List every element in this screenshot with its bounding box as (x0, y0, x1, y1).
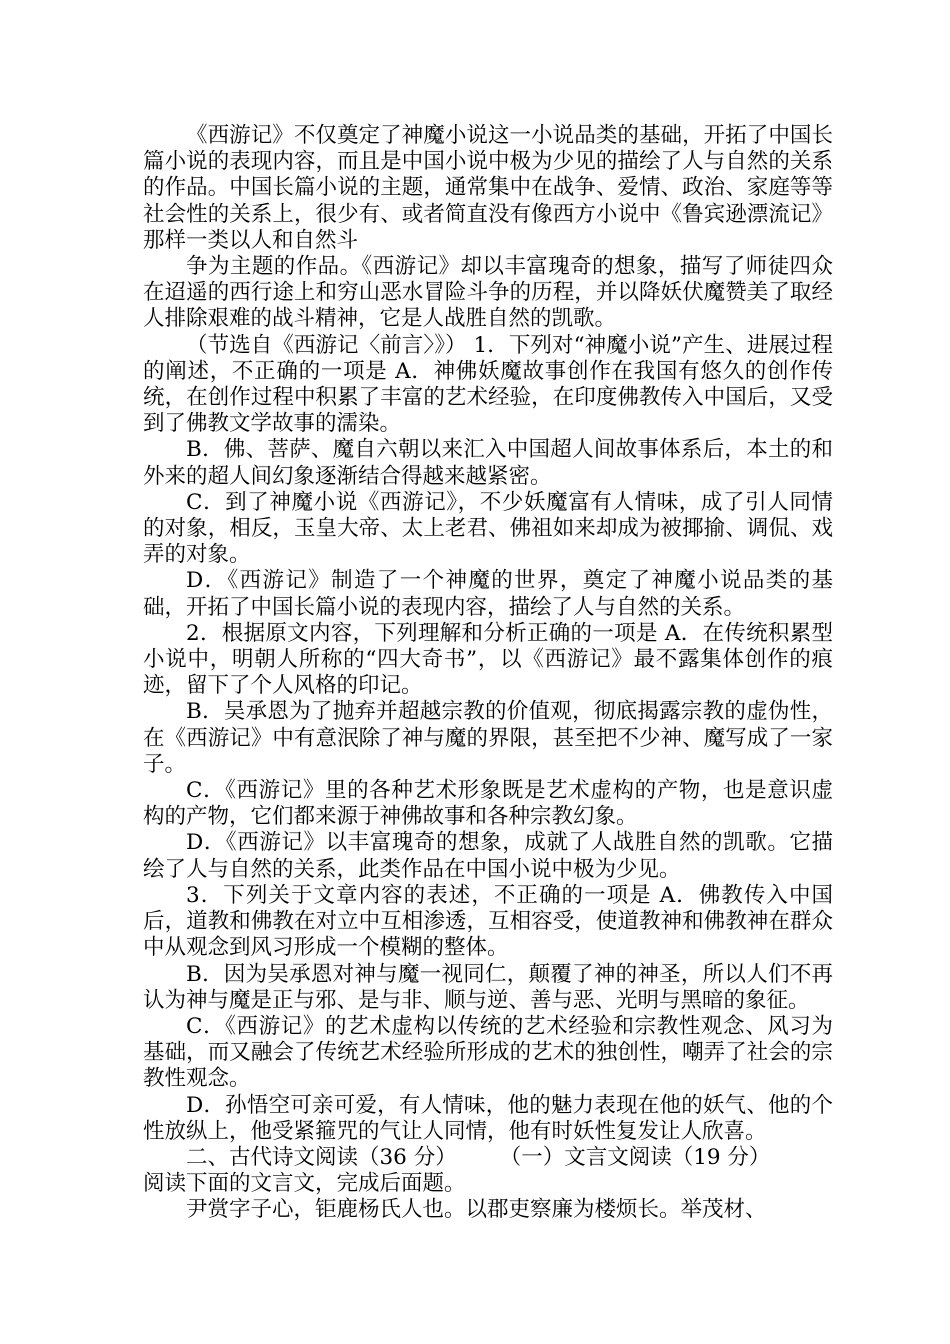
reading-instruction: 阅读下面的文言文，完成后面题。 (143, 1171, 466, 1197)
classical-text-start: 尹赏字子心，钜鹿杨氏人也。以郡吏察廉为楼烦长。举茂材、 (186, 1197, 767, 1223)
q3-option-d: D．孙悟空可亲可爱，有人情味，他的魅力表现在他的妖气、他的个性放纵上，他受紧箍咒的气让人同情，他有时妖性复发让人欣喜。 (143, 1092, 833, 1144)
q3-option-c: C．《西游记》的艺术虚构以传统的艺术经验和宗教性观念、风习为基础，而又融会了传统艺术经验所形成的艺术的独创性，嘲弄了社会的宗教性观念。 (143, 1013, 833, 1092)
q2-option-b: B．吴承恩为了抛弃并超越宗教的价值观，彻底揭露宗教的虚伪性，在《西游记》中有意泯除了神与魔的界限，甚至把不少神、魔写成了一家子。 (143, 699, 833, 777)
q1-option-c: C．到了神魔小说《西游记》，不少妖魔富有人情味，成了引人同情的对象，相反，玉皇大帝、太上老君、佛祖如来却成为被揶揄、调侃、戏弄的对象。 (143, 489, 833, 568)
paragraph-source-q1: （节选自《西游记〈前言〉》） 1．下列对“神魔小说”产生、进展过程的阐述，不正确的一项是 A．神佛妖魔故事创作在我国有悠久的创作传统，在创作过程中积累了丰富的艺术经验，在印度佛教传入中国后，又受到了佛教文学故事的濡染。 (143, 332, 833, 437)
q1-option-b: B．佛、菩萨、魔自六朝以来汇入中国超人间故事体系后，本土的和外来的超人间幻象逐渐结合得越来越紧密。 (143, 437, 833, 489)
q2-option-c: C．《西游记》里的各种艺术形象既是艺术虚构的产物，也是意识虚构的产物，它们都来源于神佛故事和各种宗教幻象。 (143, 778, 833, 830)
q2-stem-option-a: 2．根据原文内容，下列理解和分析正确的一项是 A．在传统积累型小说中，明朝人所称的“四大奇书”，以《西游记》最不露集体创作的痕迹，留下了个人风格的印记。 (143, 620, 833, 699)
q3-stem-option-a: 3．下列关于文章内容的表述，不正确的一项是 A．佛教传入中国后，道教和佛教在对立中互相渗透，互相容受，使道教神和佛教神在群众中从观念到风习形成一个模糊的整体。 (143, 882, 833, 961)
paragraph-intro: 《西游记》不仅奠定了神魔小说这一小说品类的基础，开拓了中国长篇小说的表现内容，而且是中国小说中极为少见的描绘了人与自然的关系的作品。中国长篇小说的主题，通常集中在战争、爱情、政治、家庭等等社会性的关系上，很少有、或者简直没有像西方小说中《鲁宾逊漂流记》那样一类以人和自然斗 (143, 123, 833, 253)
document-page (143, 123, 833, 1224)
q3-option-b: B．因为吴承恩对神与魔一视同仁，颠覆了神的神圣，所以人们不再认为神与魔是正与邪、是与非、顺与逆、善与恶、光明与黑暗的象征。 (143, 961, 833, 1013)
paragraph-intro-cont: 争为主题的作品。《西游记》却以丰富瑰奇的想象，描写了师徒四众在迢遥的西行途上和穷山恶水冒险斗争的历程，并以降妖伏魔赞美了取经人排除艰难的战斗精神，它是人战胜自然的凯歌。 (143, 254, 833, 332)
q2-option-d: D．《西游记》以丰富瑰奇的想象，成就了人战胜自然的凯歌。它描绘了人与自然的关系，此类作品在中国小说中极为少见。 (143, 830, 833, 882)
section-heading: 二、古代诗文阅读（36 分） （一）文言文阅读（19 分） (186, 1144, 771, 1170)
q1-option-d: D．《西游记》制造了一个神魔的世界，奠定了神魔小说品类的基础，开拓了中国长篇小说的表现内容，描绘了人与自然的关系。 (143, 568, 833, 620)
